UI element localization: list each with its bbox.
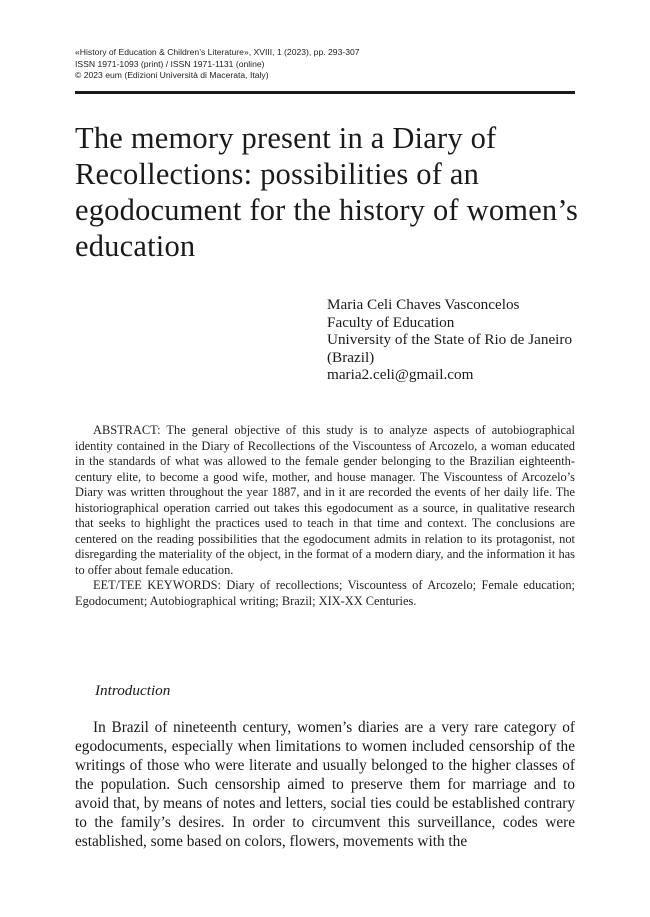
author-university: University of the State of Rio de Janeiro — [327, 331, 573, 349]
journal-copyright: © 2023 eum (Edizioni Università di Macerata, Italy) — [75, 70, 269, 80]
abstract-text: ABSTRACT: The general objective of this study is to analyze aspects of autobiographical identity contained in the Diary of Recollections of the Viscountess of Arcozelo, a woman educated in the standards of what was allowed to the female gender belonging to the Brazilian eighteenth-century elite, to become a good wife, mother, and house manager. The Viscountess of Arcozelo’s Diary was written throughout the year 1887, and in it are recorded the events of her daily life. The historiographical operation carried out takes this egodocument as a source, in qualitative research that seeks to highlight the practices used to teach in that time and context. The conclusions are centered on the reading possibilities that the egodocument admits in relation to its protagonist, not disregarding the materiality of the object, in the format of a modern diary, and the information it has to offer about female education. — [75, 423, 575, 577]
abstract-keywords: EET/TEE KEYWORDS: Diary of recollections; Viscountess of Arcozelo; Female education; Egodocument; Autobiographical writing; Brazil; XIX-XX Centuries. — [75, 578, 575, 609]
journal-issn: ISSN 1971-1093 (print) / ISSN 1971-1131 (online) — [75, 58, 265, 69]
author-name: Maria Celi Chaves Vasconcelos — [327, 296, 520, 313]
author-department: Faculty of Education — [327, 313, 455, 331]
abstract-section — [75, 423, 575, 610]
article-title: The memory present in a Diary of Recollections: possibilities of an egodocument for the history of women’s education — [75, 121, 579, 263]
journal-header — [75, 47, 575, 82]
section-heading-introduction: Introduction — [95, 682, 171, 699]
journal-citation: «History of Education & Children’s Literature», XVIII, 1 (2023), pp. 293-307 — [75, 47, 360, 57]
introduction-paragraph: In Brazil of nineteenth century, women’s diaries are a very rare category of egodocuments, especially when limitations to women included censorship of the writings of those who were literate and usually belonged to the higher classes of the population. Such censorship aimed to preserve them for marriage and to avoid that, by means of notes and letters, social ties could be established contrary to the family’s desires. In order to circumvent this surveillance, codes were established, some based on colors, flowers, movements with the — [75, 719, 575, 850]
header-rule — [75, 91, 575, 94]
author-block — [327, 296, 587, 384]
introduction-body — [75, 718, 575, 851]
author-email: maria2.celi@gmail.com — [327, 366, 474, 384]
author-country: (Brazil) — [327, 348, 375, 366]
